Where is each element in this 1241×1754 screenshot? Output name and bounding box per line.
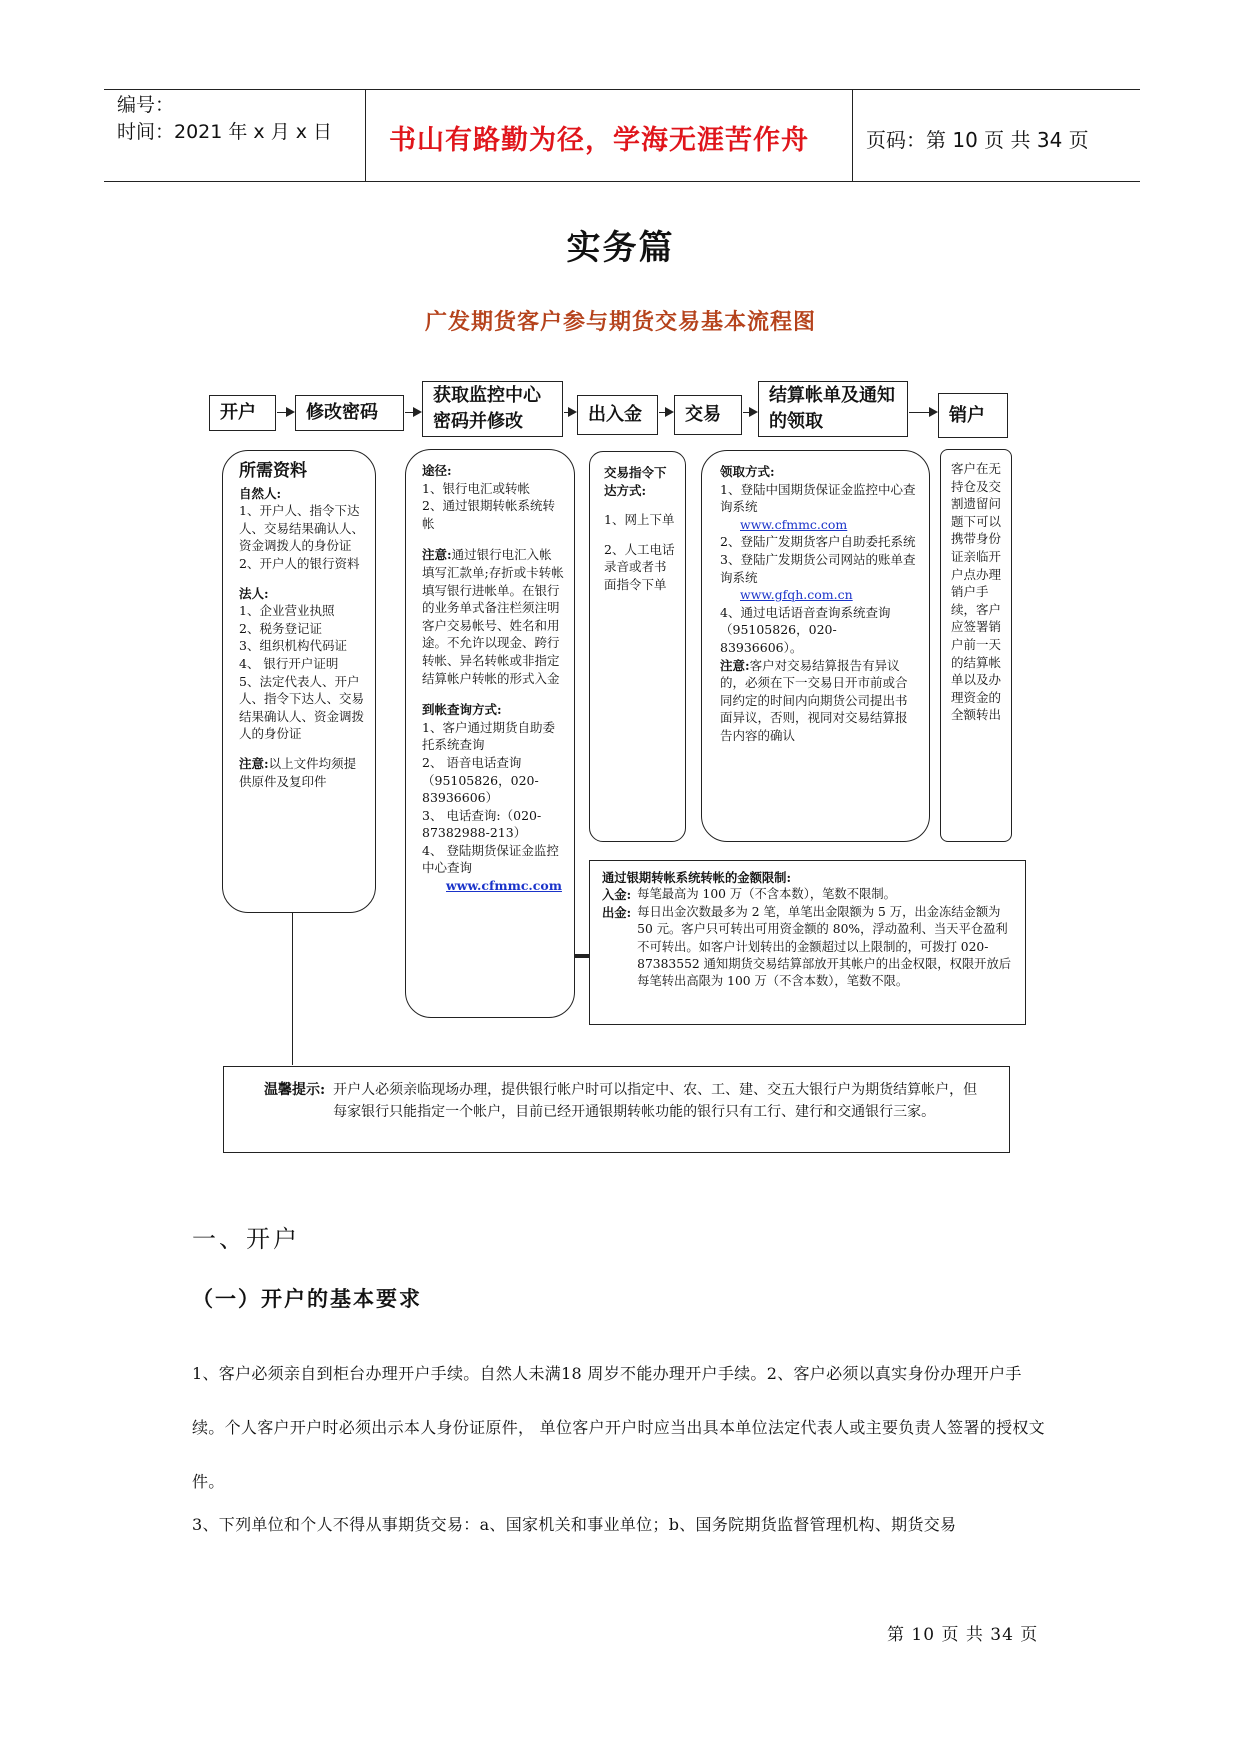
- natural-person-label: 自然人:: [239, 485, 282, 501]
- legal-item: 2、税务登记证: [239, 620, 322, 636]
- funds-note-label: 注意:: [422, 547, 452, 563]
- paragraph: 3、下列单位和个人不得从事期货交易：a、国家机关和事业单位；b、国务院期货监督管理机构、期货交易: [192, 1515, 957, 1534]
- query-item: 1、客户通过期货自助委托系统查询: [422, 719, 555, 753]
- cfmmc-link[interactable]: www.cfmmc.com: [740, 516, 848, 532]
- settlement-panel: [701, 450, 930, 842]
- arrow-6: [909, 412, 936, 413]
- arrow-5: [743, 412, 756, 413]
- trade-item: 1、网上下单: [604, 512, 675, 528]
- connector-line: [292, 913, 293, 1065]
- step-change-password: 修改密码: [295, 395, 404, 431]
- step-open-account: 开户: [209, 395, 276, 431]
- withdraw-text: 每日出金次数最多为 2 笔，单笔出金限额为 5 万，出金冻结金额为 50 元。客户只可转出可用资金额的 80%，浮动盈利、当天平仓盈利不可转出。如客户计划转出的金额超过以上限制的，可拨打 020-87383552 通知期货交易结算部放开其帐户的出金权限，权限开放后每笔转出高限为 100 万（不含本数），笔数不限。: [637, 904, 1012, 989]
- route-item: 1、银行电汇或转帐: [422, 480, 530, 496]
- query-item: 2、 语音电话查询（95105826，020-83936606）: [422, 754, 539, 806]
- header-page-number: 页码：第 10 页 共 34 页: [866, 128, 1089, 152]
- arrow-2: [405, 412, 420, 413]
- query-item: 3、 电话查询:（020-87382988-213）: [422, 807, 542, 841]
- cfmmc-link[interactable]: www.cfmmc.com: [446, 878, 562, 894]
- arrow-1: [277, 412, 293, 413]
- route-label: 途径:: [422, 463, 452, 478]
- step-close-account: 销户: [938, 393, 1008, 438]
- flowchart-title: 广发期货客户参与期货交易基本流程图: [424, 310, 816, 335]
- tip-box: [223, 1066, 1010, 1153]
- trade-item: 2、人工电话录音或者书面指令下单: [604, 541, 675, 592]
- transfer-limit-panel: [589, 860, 1026, 1025]
- paragraph: 1、客户必须亲自到柜台办理开户手续。自然人未满18 周岁不能办理开户手续。2、客户必须以真实身份办理开户手续。个人客户开户时必须出示本人身份证原件， 单位客户开户时应当出具本单位法定代表人或主要负责人签署的授权文件。: [192, 1364, 1045, 1491]
- header-bottom-rule: [104, 181, 1140, 182]
- materials-title: 所需资料: [239, 461, 307, 481]
- page-footer: 第 10 页 共 34 页: [887, 1625, 1039, 1645]
- transfer-connector: [575, 954, 589, 958]
- settle-item: 4、通过电话语音查询系统查询（95105826，020-83936606）。: [720, 604, 891, 655]
- funds-panel: [405, 449, 575, 1018]
- legal-person-label: 法人:: [239, 585, 269, 601]
- arrow-3: [564, 412, 575, 413]
- settle-note-label: 注意:: [720, 657, 750, 673]
- header-motto: 书山有路勤为径，学海无涯苦作舟: [389, 125, 809, 156]
- legal-item: 1、企业营业执照: [239, 603, 335, 619]
- subsection-heading: （一）开户的基本要求: [192, 1287, 422, 1311]
- legal-item: 4、 银行开户证明: [239, 655, 339, 671]
- tip-label: 温馨提示:: [264, 1082, 326, 1098]
- arrow-4: [659, 412, 672, 413]
- header-top-rule: [104, 89, 1140, 90]
- query-item: 4、 登陆期货保证金监控中心查询: [422, 842, 559, 876]
- step-monitor-password: 获取监控中心密码并修改: [422, 381, 563, 437]
- settle-label: 领取方式:: [720, 464, 775, 479]
- step-settlement: 结算帐单及通知的领取: [758, 381, 908, 437]
- close-account-panel: [940, 449, 1012, 842]
- natural-item: 1、开户人、指令下达人、交易结果确认人、资金调拨人的身份证: [239, 503, 365, 554]
- transfer-title: 通过银期转帐系统转帐的金额限制:: [602, 870, 791, 885]
- header-time: 时间：2021 年 x 月 x 日: [117, 121, 333, 143]
- materials-note: 以上文件均须提供原件及复印件: [239, 755, 357, 789]
- deposit-label: 入金:: [602, 887, 632, 903]
- step-deposit-withdraw: 出入金: [577, 395, 658, 435]
- funds-note: 通过银行电汇入帐填写汇款单;存折或卡转帐填写银行进帐单。在银行的业务单式备注栏须注明客户交易帐号、姓名和用途。不允许以现金、跨行转帐、异名转帐或非指定结算帐户转帐的形式入金: [422, 547, 564, 686]
- header-divider-right: [852, 89, 853, 181]
- query-label: 到帐查询方式:: [422, 702, 502, 718]
- gfqh-link[interactable]: www.gfqh.com.cn: [740, 587, 853, 603]
- page-title: 实务篇: [566, 228, 675, 268]
- legal-item: 3、组织机构代码证: [239, 638, 347, 654]
- settle-item: 3、登陆广发期货公司网站的账单查询系统: [720, 551, 916, 585]
- deposit-text: 每笔最高为 100 万（不含本数），笔数不限制。: [637, 887, 896, 902]
- materials-panel: [222, 450, 376, 913]
- settle-item: 1、登陆中国期货保证金监控中心查询系统: [720, 481, 916, 515]
- natural-item: 2、开户人的银行资料: [239, 555, 360, 571]
- close-account-text: 客户在无持仓及交割遗留问题下可以携带身份证亲临开户点办理销户手续，客户应签署销户前一天的结算帐单以及办理资金的全额转出: [951, 461, 1002, 723]
- route-item: 2、通过银期转帐系统转帐: [422, 498, 555, 531]
- settle-item: 2、登陆广发期货客户自助委托系统: [720, 534, 916, 550]
- trade-panel: [589, 451, 686, 842]
- legal-item: 5、法定代表人、开户人、指令下达人、交易结果确认人、资金调拨人的身份证: [239, 673, 365, 742]
- step-trade: 交易: [674, 395, 742, 435]
- section-heading: 一、开户: [192, 1225, 300, 1253]
- materials-note-label: 注意:: [239, 755, 269, 771]
- settle-note: 客户对交易结算报告有异议的，必须在下一交易日开市前或合同约定的时间内向期货公司提出书面异议，否则，视同对交易结算报告内容的确认: [720, 657, 908, 743]
- tip-text: 开户人必须亲临现场办理，提供银行帐户时可以指定中、农、工、建、交五大银行户为期货结算帐户，但每家银行只能指定一个帐户，目前已经开通银期转帐功能的银行只有工行、建行和交通银行三家。: [333, 1082, 978, 1120]
- header-serial: 编号：: [117, 94, 175, 116]
- header-divider-left: [365, 89, 366, 181]
- trade-label: 交易指令下达方式:: [604, 465, 667, 498]
- withdraw-label: 出金:: [602, 904, 632, 920]
